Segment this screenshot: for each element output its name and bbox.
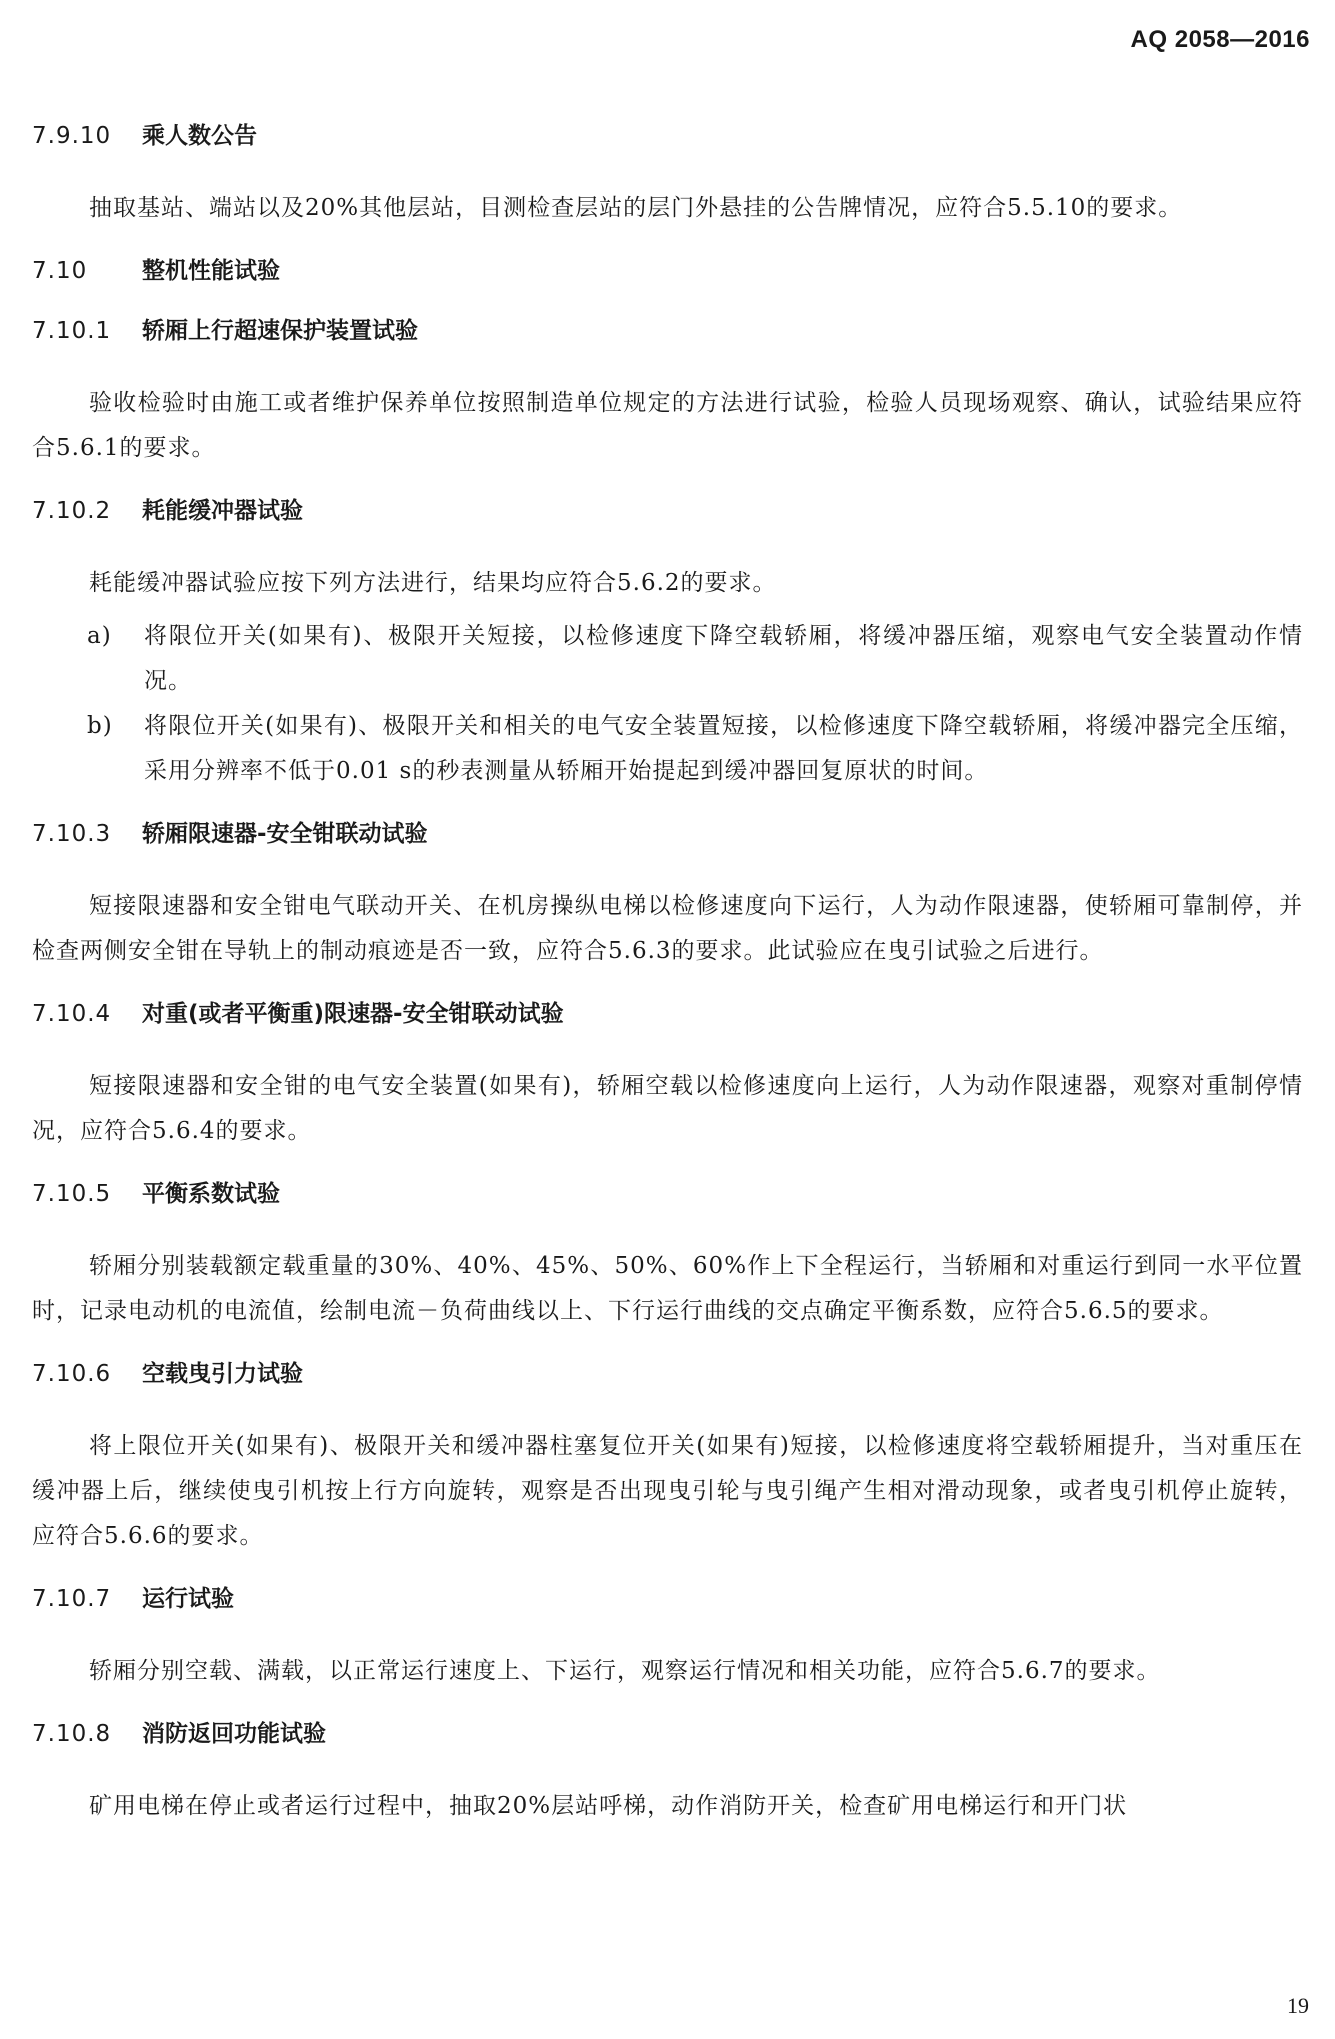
section-paragraph: 短接限速器和安全钳的电气安全装置(如果有)，轿厢空载以检修速度向上运行，人为动作限速器，观察对重制停情况，应符合5.6.4的要求。 bbox=[32, 1073, 1303, 1144]
standard-code: AQ 2058—2016 bbox=[1130, 26, 1310, 53]
section-number: 7.10.1 bbox=[32, 318, 112, 344]
section-number: 7.10.4 bbox=[32, 1001, 112, 1027]
list-marker: a) bbox=[87, 623, 112, 649]
list-marker: b) bbox=[87, 713, 113, 739]
page-number: 19 bbox=[1287, 1993, 1309, 2018]
section-paragraph: 耗能缓冲器试验应按下列方法进行，结果均应符合5.6.2的要求。 bbox=[89, 570, 777, 596]
section-number: 7.9.10 bbox=[32, 123, 112, 149]
section-title: 运行试验 bbox=[142, 1586, 234, 1612]
section-paragraph: 轿厢分别装载额定载重量的30%、40%、45%、50%、60%作上下全程运行，当轿厢和对重运行到同一水平位置时，记录电动机的电流值，绘制电流－负荷曲线以上、下行运行曲线的交点确定平衡系数，应符合5.6.5的要求。 bbox=[32, 1253, 1303, 1324]
list-item-text: 将限位开关(如果有)、极限开关短接，以检修速度下降空载轿厢，将缓冲器压缩，观察电气安全装置动作情况。 bbox=[144, 623, 1303, 694]
section-paragraph: 轿厢分别空载、满载，以正常运行速度上、下运行，观察运行情况和相关功能，应符合5.6.7的要求。 bbox=[89, 1658, 1161, 1684]
section-title: 平衡系数试验 bbox=[142, 1181, 280, 1207]
section-number: 7.10.6 bbox=[32, 1361, 112, 1387]
section-heading-7-9-10 bbox=[32, 118, 1303, 186]
list-item-text: 将限位开关(如果有)、极限开关和相关的电气安全装置短接，以检修速度下降空载轿厢，将缓冲器完全压缩，采用分辨率不低于0.01 s的秒表测量从轿厢开始提起到缓冲器回复原状的时间。 bbox=[144, 713, 1303, 784]
section-number: 7.10.5 bbox=[32, 1181, 112, 1207]
section-number: 7.10.8 bbox=[32, 1721, 112, 1747]
section-title: 轿厢限速器-安全钳联动试验 bbox=[142, 821, 428, 847]
section-number: 7.10.7 bbox=[32, 1586, 112, 1612]
section-heading-7-10-6 bbox=[32, 1356, 1303, 1424]
section-title: 耗能缓冲器试验 bbox=[142, 498, 303, 524]
list-item bbox=[32, 704, 1303, 794]
document-body bbox=[32, 118, 1303, 1851]
section-heading-7-10-1 bbox=[32, 313, 1303, 381]
section-heading-7-10-4 bbox=[32, 996, 1303, 1064]
section-title: 整机性能试验 bbox=[142, 258, 280, 284]
section-paragraph: 验收检验时由施工或者维护保养单位按照制造单位规定的方法进行试验，检验人员现场观察、确认，试验结果应符合5.6.1的要求。 bbox=[32, 390, 1303, 461]
section-paragraph: 矿用电梯在停止或者运行过程中，抽取20%层站呼梯，动作消防开关，检查矿用电梯运行和开门状 bbox=[89, 1793, 1128, 1819]
section-heading-7-10-3 bbox=[32, 816, 1303, 884]
section-heading-7-10-8 bbox=[32, 1716, 1303, 1784]
section-title: 空载曳引力试验 bbox=[142, 1361, 303, 1387]
section-paragraph: 抽取基站、端站以及20%其他层站，目测检查层站的层门外悬挂的公告牌情况，应符合5.5.10的要求。 bbox=[89, 195, 1183, 221]
section-heading-7-10 bbox=[32, 253, 1303, 313]
section-heading-7-10-5 bbox=[32, 1176, 1303, 1244]
section-number: 7.10.2 bbox=[32, 498, 112, 524]
section-title: 轿厢上行超速保护装置试验 bbox=[142, 318, 418, 344]
section-paragraph: 短接限速器和安全钳电气联动开关、在机房操纵电梯以检修速度向下运行，人为动作限速器，使轿厢可靠制停，并检查两侧安全钳在导轨上的制动痕迹是否一致，应符合5.6.3的要求。此试验应在曳引试验之后进行。 bbox=[32, 893, 1303, 964]
section-title: 对重(或者平衡重)限速器-安全钳联动试验 bbox=[142, 1001, 564, 1027]
section-number: 7.10.3 bbox=[32, 821, 112, 847]
section-heading-7-10-7 bbox=[32, 1581, 1303, 1649]
list-item bbox=[32, 614, 1303, 704]
section-number: 7.10 bbox=[32, 258, 88, 284]
section-paragraph: 将上限位开关(如果有)、极限开关和缓冲器柱塞复位开关(如果有)短接，以检修速度将空载轿厢提升，当对重压在缓冲器上后，继续使曳引机按上行方向旋转，观察是否出现曳引轮与曳引绳产生相对滑动现象，或者曳引机停止旋转，应符合5.6.6的要求。 bbox=[32, 1433, 1303, 1549]
section-heading-7-10-2 bbox=[32, 493, 1303, 561]
section-title: 消防返回功能试验 bbox=[142, 1721, 326, 1747]
section-title: 乘人数公告 bbox=[142, 123, 257, 149]
